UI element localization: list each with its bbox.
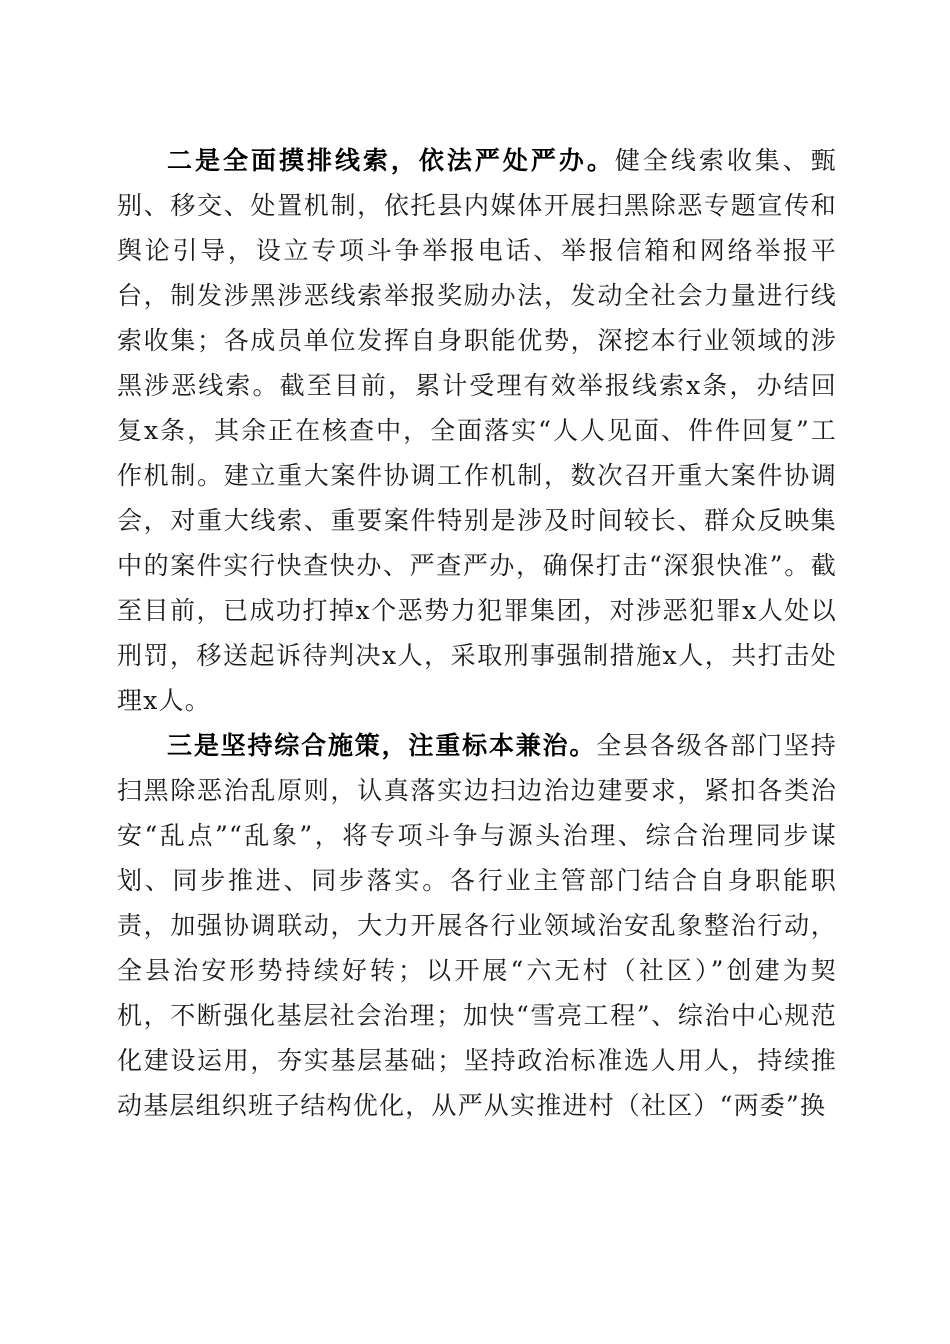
- paragraph-lead-heading: 二是全面摸排线索，依法严处严办。: [167, 146, 615, 175]
- paragraph-body-text: 全县各级各部门坚持扫黑除恶治乱原则，认真落实边扫边治边建要求，紧扣各类治安“乱点”“乱象”，将专项斗争与源头治理、综合治理同步谋划、同步推进、同步落实。各行业主管部门结合自身职能职责，加强协调联动，大力开展各行业领域治安乱象整治行动，全县治安形势持续好转；以开展“六无村（社区）”创建为契机，不断强化基层社会治理；加快“雪亮工程”、综治中心规范化建设运用，夯实基层基础；坚持政治标准选人用人，持续推动基层组织班子结构优化，从严从实推进村（社区）“两委”换: [117, 731, 837, 1120]
- paragraph-comprehensive-measures: [117, 723, 837, 1128]
- paragraph-clue-investigation: [117, 138, 837, 723]
- paragraph-body-text: 健全线索收集、甄别、移交、处置机制，依托县内媒体开展扫黑除恶专题宣传和舆论引导，设立专项斗争举报电话、举报信箱和网络举报平台，制发涉黑涉恶线索举报奖励办法，发动全社会力量进行线索收集；各成员单位发挥自身职能优势，深挖本行业领域的涉黑涉恶线索。截至目前，累计受理有效举报线索x条，办结回复x条，其余正在核查中，全面落实“人人见面、件件回复”工作机制。建立重大案件协调工作机制，数次召开重大案件协调会，对重大线索、重要案件特别是涉及时间较长、群众反映集中的案件实行快查快办、严查严办，确保打击“深狠快准”。截至目前，已成功打掉x个恶势力犯罪集团，对涉恶犯罪x人处以刑罚，移送起诉待判决x人，采取刑事强制措施x人，共打击处理x人。: [117, 146, 837, 715]
- paragraph-lead-heading: 三是坚持综合施策，注重标本兼治。: [167, 731, 597, 760]
- document-body: [117, 138, 837, 1128]
